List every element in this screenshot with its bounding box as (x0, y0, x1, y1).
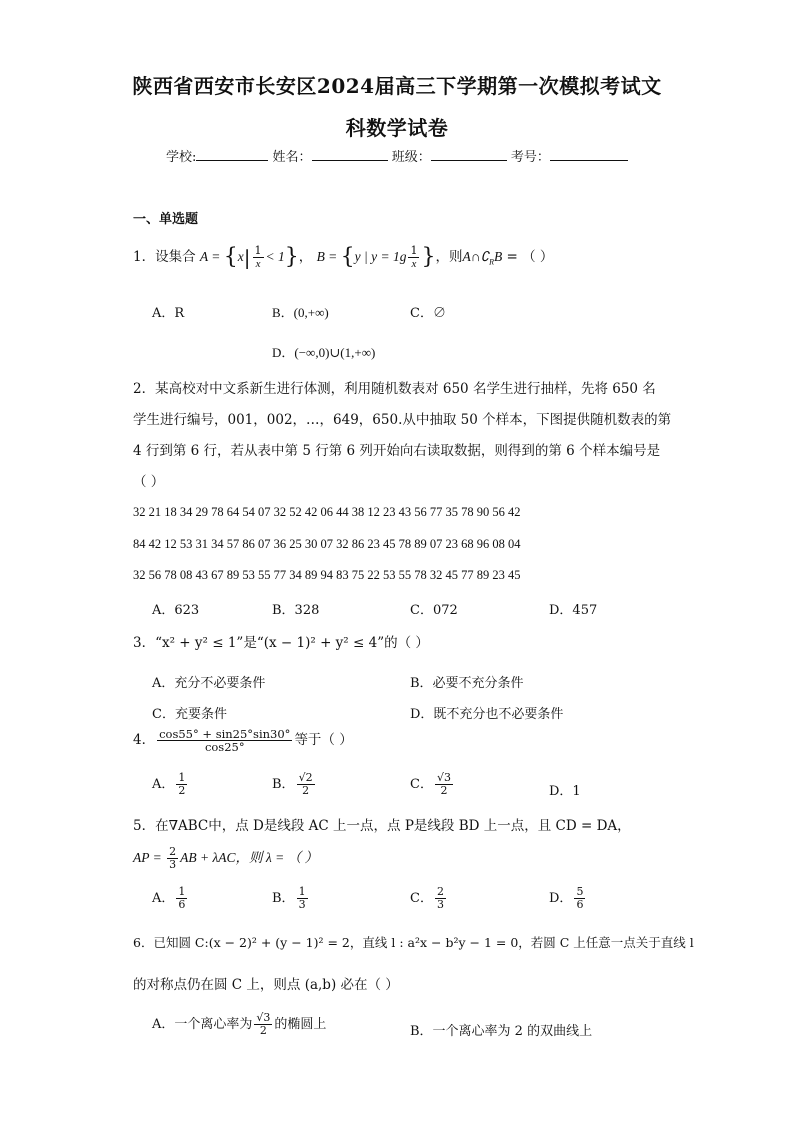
class-label: 班级： (391, 150, 431, 165)
q1-expr-b: B (493, 249, 503, 264)
q1-option-a[interactable]: A．R (152, 306, 185, 321)
q5-option-c[interactable]: C． $\frac{2}{3}$ (410, 885, 444, 911)
q4-option-a[interactable]: A． $\frac{1}{2}$ (152, 771, 186, 797)
q4-lead: 4． (133, 732, 156, 748)
q1-option-d[interactable]: D．(−∞,0)∪(1,+∞) (272, 345, 376, 360)
q5-option-d[interactable]: D． $\frac{5}{6}$ (549, 885, 584, 911)
q1-option-b[interactable]: B．(0,+∞) (272, 305, 329, 320)
q1-option-c[interactable]: C．∅ (410, 306, 446, 321)
q1-expr: A∩∁ (462, 249, 490, 264)
q5-ab-ac: AB + λAC，则 λ = （ ） (180, 850, 319, 865)
q5-option-a[interactable]: A． $\frac{1}{6}$ (152, 885, 186, 911)
q2-option-c[interactable]: C．072 (410, 603, 458, 618)
q4-option-c[interactable]: C． $\frac{√3}{2}$ (410, 771, 451, 797)
question-2-line4: （ ） (133, 474, 165, 490)
q2-option-a[interactable]: A．623 (152, 603, 200, 618)
school-blank[interactable] (196, 148, 268, 161)
q1-comma: ， (298, 249, 313, 265)
q1-set-b-open: { (340, 244, 355, 270)
school-label: 学校: (166, 150, 197, 165)
q1-set-a-var: x (237, 249, 244, 264)
exam-no-blank[interactable] (550, 148, 628, 161)
question-3-stem: 3．“x² + y² ≤ 1”是“(x − 1)² + y² ≤ 4”的（ ） (133, 635, 429, 651)
question-2-line3: 4 行到第 6 行，若从表中第 5 行第 6 列开始向右读取数据，则得到的第 6 个样本编号是 (133, 443, 661, 459)
question-6-line2: 的对称点仍在圆 C 上，则点 (a,b) 必在（ ） (133, 977, 399, 993)
name-blank[interactable] (312, 148, 388, 161)
q3-option-d[interactable]: D．既不充分也不必要条件 (410, 707, 564, 722)
q1-set-a-close: } (284, 244, 299, 270)
q1-set-b-fraction: $\frac{1}{x}$ (410, 244, 418, 270)
q4-numerator: cos55° + sin25°sin30° (159, 727, 291, 741)
exam-no-label: 考号： (510, 150, 550, 165)
question-5-line2: AP = $\frac{2}{3}$ AB + λAC，则 λ = （ ） (133, 845, 319, 871)
random-table-row-5: 84 42 12 53 31 34 57 86 07 36 25 30 07 32 86 23 45 78 89 07 23 68 96 08 04 (133, 537, 521, 551)
q1-tail: ，则 (435, 249, 463, 265)
q6-option-b[interactable]: B．一个离心率为 2 的双曲线上 (410, 1024, 593, 1039)
question-1-stem: 1．设集合 A = {x| $\frac{1}{x}$ < 1}， B = {y | y = 1g $\frac{1}{x}$ }，则$A\cap∁_RB$ = （ ） (133, 244, 554, 270)
q1-set-b-prefix: B = (316, 249, 341, 264)
q1-set-a-rel: < 1 (265, 249, 285, 264)
q5-ap: AP = (133, 850, 166, 865)
student-info-row (166, 146, 628, 165)
q1-set-a-open: { (223, 244, 238, 270)
q4-tail: 等于（ ） (294, 732, 353, 748)
exam-title-line1: 陕西省西安市长安区2024届高三下学期第一次模拟考试文 (132, 74, 662, 98)
question-2-line1: 2．某高校对中文系新生进行体测，利用随机数表对 650 名学生进行抽样，先将 650 名 (133, 381, 656, 397)
question-6-line1: 6．已知圆 C:(x − 2)² + (y − 1)² = 2，直线 l : a²x − b²y − 1 = 0，若圆 C 上任意一点关于直线 l (133, 935, 694, 950)
q1-set-a-prefix: A = (199, 249, 224, 264)
q2-option-b[interactable]: B．328 (272, 603, 320, 618)
q4-option-d[interactable]: D．1 (549, 784, 581, 799)
q1-lead: 1．设集合 (133, 249, 196, 265)
q5-option-b[interactable]: B． $\frac{1}{3}$ (272, 885, 306, 911)
q2-option-d[interactable]: D．457 (549, 603, 598, 618)
random-table-row-6: 32 56 78 08 43 67 89 53 55 77 34 89 94 83 75 22 53 55 78 32 45 77 89 23 45 (133, 568, 521, 582)
question-2-line2: 学生进行编号，001，002，…，649，650.从中抽取 50 个样本，下图提供随机数表的第 (133, 412, 672, 428)
question-5-line1: 5．在∇ABC中，点 D是线段 AC 上一点，点 P是线段 BD 上一点，且 CD = DA， (133, 818, 631, 834)
q4-option-b[interactable]: B． $\frac{√2}{2}$ (272, 771, 313, 797)
q3-option-c[interactable]: C．充要条件 (152, 707, 227, 722)
random-table-row-4: 32 21 18 34 29 78 64 54 07 32 52 42 06 44 38 12 23 43 56 77 35 78 90 56 42 (133, 505, 521, 519)
q6-option-a[interactable]: A．一个离心率为 $\frac{√3}{2}$ 的椭圆上 (152, 1011, 327, 1037)
name-label: 姓名： (272, 150, 312, 165)
class-blank[interactable] (431, 148, 507, 161)
q1-paren: = （ ） (502, 249, 554, 265)
q1-set-a-fraction: $\frac{1}{x}$ (254, 244, 262, 270)
q4-fraction (157, 728, 292, 753)
q3-option-a[interactable]: A．充分不必要条件 (152, 676, 266, 691)
q4-denominator: cos25° (204, 740, 245, 754)
q1-set-b-close: } (421, 244, 436, 270)
q1-expr-sub: R (489, 257, 494, 267)
exam-title-line2: 科数学试卷 (345, 116, 449, 140)
section-title: 一、单选题 (133, 212, 199, 227)
question-4-stem (133, 728, 353, 753)
q3-option-b[interactable]: B．必要不充分条件 (410, 676, 524, 691)
q1-set-b-body: y | y = 1g (354, 249, 407, 264)
